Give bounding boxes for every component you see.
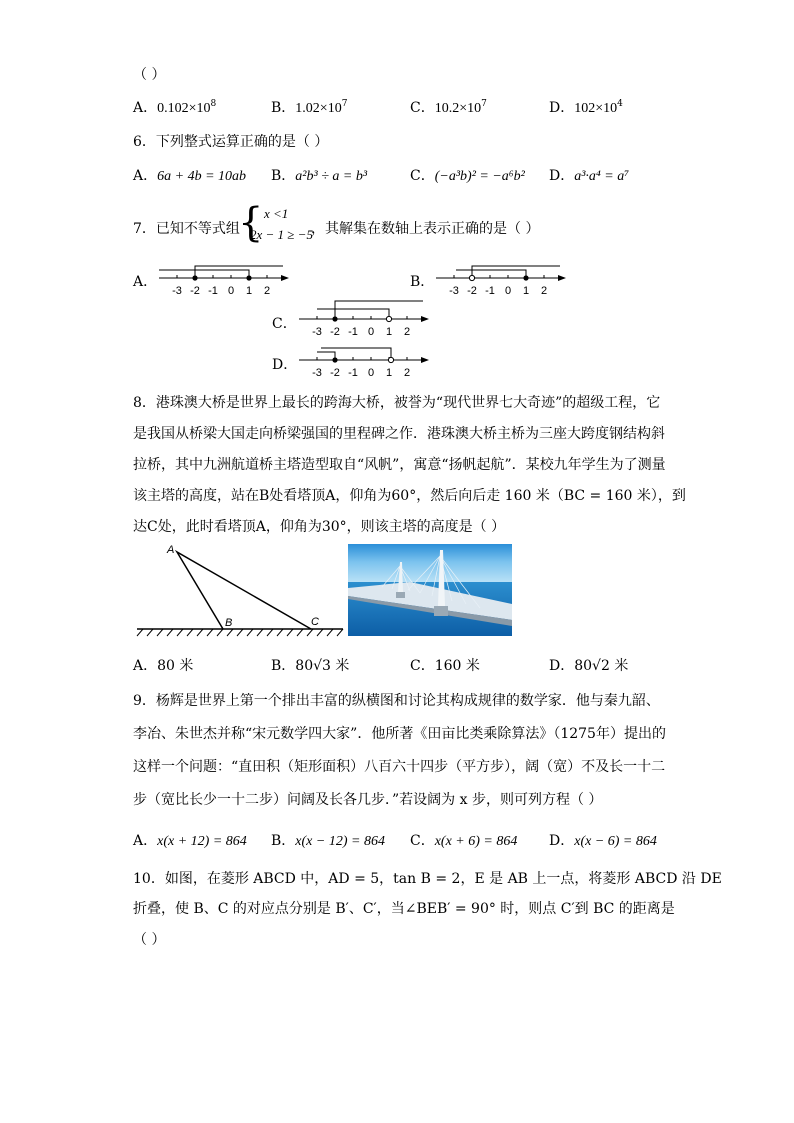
q6-option-a[interactable]: A．6a + 4b = 10ab (133, 168, 247, 184)
q7-inequality-1: x <1 (264, 206, 289, 221)
q9-option-c[interactable]: C．x(x + 6) = 864 (410, 833, 518, 849)
q8-line-2: 是我国从桥梁大国走向桥梁强国的里程碑之作．港珠澳大桥主桥为三座大跨度钢结构斜 (133, 426, 665, 442)
q9-line-4: 步（宽比长少一十二步）问阔及长各几步．”若设阔为 x 步，则可列方程（ ） (133, 792, 603, 808)
q5-option-c[interactable]: C．$10.2\times 10^7$ (410, 99, 487, 116)
tick-label: -1 (348, 367, 358, 379)
q8-option-a[interactable]: A．80 米 (133, 658, 194, 674)
tick-label: -1 (348, 326, 358, 338)
q9-line-3: 这样一个问题：“直田积（矩形面积）八百六十四步（平方步），阔（宽）不及长一十二 (133, 759, 666, 775)
q8-line-3: 拉桥，其中九洲航道桥主塔造型取自“风帆”，寓意“扬帆起航”．某校九年学生为了测量 (133, 457, 666, 473)
point-a-label: A (167, 544, 175, 556)
q6-option-b[interactable]: B．a²b³ ÷ a = b³ (271, 168, 368, 184)
tick-label: 2 (403, 326, 411, 338)
tick-label: -1 (208, 285, 218, 297)
q8-option-d[interactable]: D．80√2 米 (549, 658, 629, 674)
q5-answer-paren: （ ） (133, 67, 166, 83)
q9-line-2: 李冶、朱世杰并称“宋元数学四大家”．他所著《田亩比类乘除算法》（1275年）提出的 (133, 726, 666, 742)
tick-label: 2 (263, 285, 271, 297)
q7-brace: { (238, 200, 264, 246)
tick-label: -3 (312, 367, 322, 379)
q8-line-1: 8．港珠澳大桥是世界上最长的跨海大桥，被誉为“现代世界七大奇迹”的超级工程，它 (133, 395, 661, 411)
bridge-photo (348, 544, 512, 636)
tick-label: 2 (403, 367, 411, 379)
point-b-label: B (225, 617, 233, 629)
q10-line-2: 折叠，使 B、C 的对应点分别是 B′、C′，当∠BEB′ = 90° 时，则点 C′到 BC 的距离是 (133, 901, 675, 917)
tick-label: -2 (330, 367, 340, 379)
q7-number-line-c[interactable] (295, 297, 435, 341)
q7-option-c-label[interactable]: C． (272, 316, 297, 332)
q10-answer-paren: （ ） (133, 932, 166, 948)
q8-line-5: 达C处，此时看塔顶A，仰角为30°，则该主塔的高度是（ ） (133, 519, 506, 535)
q6-option-d[interactable]: D．a³·a⁴ = a⁷ (549, 168, 630, 184)
q8-option-b[interactable]: B．80√3 米 (271, 658, 350, 674)
q7-option-d-label[interactable]: D． (272, 357, 298, 373)
tick-label: 0 (504, 285, 512, 297)
tick-label: 0 (227, 285, 235, 297)
tick-label: 0 (367, 367, 375, 379)
bridge-illustration (348, 544, 512, 636)
q9-line-1: 9．杨辉是世界上第一个排出丰富的纵横图和讨论其构成规律的数学家．他与秦九韶、 (133, 693, 660, 709)
tick-label: -3 (172, 285, 182, 297)
q7-number-line-b[interactable] (432, 256, 572, 300)
q7-option-a-label[interactable]: A． (133, 274, 158, 290)
tick-label: 1 (385, 326, 393, 338)
tick-label: 1 (245, 285, 253, 297)
tick-label: -1 (485, 285, 495, 297)
q5-option-b[interactable]: B．$1.02\times 10^7$ (271, 99, 348, 116)
q7-number-line-a[interactable] (155, 256, 295, 300)
q7-option-b-label[interactable]: B． (410, 274, 435, 290)
q7-number-line-d[interactable] (295, 338, 435, 382)
q7-inequality-2: 2x − 1 ≥ −5 (250, 227, 313, 242)
q9-option-d[interactable]: D．x(x − 6) = 864 (549, 833, 657, 849)
tick-label: 1 (385, 367, 393, 379)
q6-option-c[interactable]: C．(−a³b)² = −a⁶b² (410, 168, 525, 184)
tick-label: -2 (330, 326, 340, 338)
tick-label: -2 (467, 285, 477, 297)
q7-stem-suffix: ，其解集在数轴上表示正确的是（ ） (311, 221, 540, 237)
q8-line-4: 该主塔的高度，站在B处看塔顶A，仰角为60°，然后向后走 160 米（BC = 160 米），到 (133, 488, 686, 504)
tick-label: 2 (540, 285, 548, 297)
tick-label: -2 (190, 285, 200, 297)
q8-option-c[interactable]: C．160 米 (410, 658, 480, 674)
q6-stem: 6．下列整式运算正确的是（ ） (133, 134, 329, 150)
q9-option-a[interactable]: A．x(x + 12) = 864 (133, 833, 247, 849)
q7-stem-prefix: 7．已知不等式组 (133, 221, 240, 237)
tick-label: -3 (312, 326, 322, 338)
q5-option-a[interactable]: A．$0.102\times 10^8$ (133, 99, 217, 116)
q10-line-1: 10．如图，在菱形 ABCD 中，AD = 5，tan B = 2，E 是 AB 上一点，将菱形 ABCD 沿 DE (133, 871, 722, 887)
q8-triangle-diagram (133, 540, 348, 640)
tick-label: 0 (367, 326, 375, 338)
q5-option-d[interactable]: D．$102\times 10^4$ (549, 99, 623, 116)
point-c-label: C (311, 616, 319, 628)
q9-option-b[interactable]: B．x(x − 12) = 864 (271, 833, 385, 849)
tick-label: 1 (522, 285, 530, 297)
tick-label: -3 (449, 285, 459, 297)
